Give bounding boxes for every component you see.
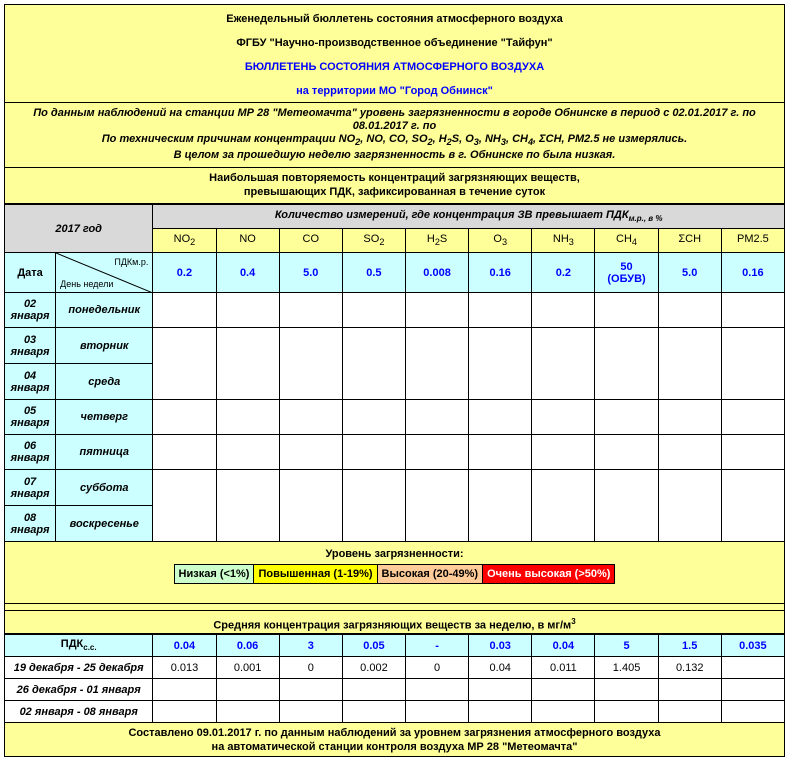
legend-title: Уровень загрязненности: bbox=[325, 548, 464, 560]
period-value: 0.011 bbox=[532, 657, 595, 679]
header-line3: БЮЛЛЕТЕНЬ СОСТОЯНИЯ АТМОСФЕРНОГО ВОЗДУХА bbox=[244, 61, 545, 73]
period-row bbox=[5, 657, 785, 679]
average-title: Средняя концентрация загрязняющих веществ за неделю, в $мг/м^3$ bbox=[4, 611, 785, 634]
footer-line1: Составлено 09.01.2017 г. по данным наблюдений за уровнем загрязнения атмосферного воздуха bbox=[128, 727, 661, 739]
day-date: 07 января bbox=[5, 470, 56, 506]
legend-very-high: Очень высокая (>50%) bbox=[483, 565, 615, 584]
pollutant-header: $NH_3$ bbox=[532, 229, 595, 253]
pollutant-header: CO bbox=[279, 229, 342, 253]
pdk-ss-value: 3 bbox=[279, 635, 342, 657]
day-weekday: понедельник bbox=[56, 293, 153, 328]
day-row bbox=[5, 470, 785, 506]
period-row bbox=[5, 701, 785, 723]
pollutant-header: $SO_2$ bbox=[342, 229, 405, 253]
day-weekday: среда bbox=[56, 364, 153, 400]
legend-low: Низкая (<1%) bbox=[174, 565, 254, 584]
repeat-title: Наибольшая повторяемость концентраций загрязняющих веществ, превышающих ПДК, зафиксированная в течение суток bbox=[4, 168, 785, 204]
day-date: 02 января bbox=[5, 293, 56, 328]
bulletin bbox=[4, 4, 785, 757]
day-weekday: суббота bbox=[56, 470, 153, 506]
pollutant-header: $NO_2$ bbox=[153, 229, 216, 253]
year-label: 2017 год bbox=[5, 205, 153, 253]
period-row bbox=[5, 679, 785, 701]
day-date: 05 января bbox=[5, 400, 56, 435]
period-value: 0.04 bbox=[469, 657, 532, 679]
pollutant-header: NO bbox=[216, 229, 279, 253]
pdk-mr-label: ПДКм.р. bbox=[114, 257, 149, 267]
day-weekday: четверг bbox=[56, 400, 153, 435]
pdk-ss-value: 0.05 bbox=[342, 635, 405, 657]
period-value bbox=[721, 657, 784, 679]
pdk-value: 0.16 bbox=[721, 253, 784, 293]
footer bbox=[4, 723, 785, 757]
header-line2: ФГБУ "Научно-производственное объединение "Тайфун" bbox=[236, 37, 553, 49]
pdk-ss-value: 0.035 bbox=[721, 635, 784, 657]
legend-block bbox=[4, 542, 785, 604]
exceedance-table bbox=[4, 204, 785, 542]
pdk-value: 5.0 bbox=[279, 253, 342, 293]
day-date: 03 января bbox=[5, 328, 56, 364]
pollutant-header: $O_3$ bbox=[469, 229, 532, 253]
pdk-ss-value: 1.5 bbox=[658, 635, 721, 657]
pdk-value: 0.5 bbox=[342, 253, 405, 293]
period-value: 0.002 bbox=[342, 657, 405, 679]
date-label: Дата bbox=[5, 253, 56, 293]
pdk-value: 5.0 bbox=[658, 253, 721, 293]
average-table bbox=[4, 634, 785, 723]
day-row bbox=[5, 435, 785, 470]
header-line1: Еженедельный бюллетень состояния атмосферного воздуха bbox=[226, 13, 563, 25]
legend-elevated: Повышенная (1-19%) bbox=[254, 565, 377, 584]
pdk-ss-row bbox=[5, 635, 785, 657]
legend-high: Высокая (20-49%) bbox=[377, 565, 483, 584]
period-value: 0.001 bbox=[216, 657, 279, 679]
period-label: 26 декабря - 01 января bbox=[5, 679, 153, 701]
summary-block bbox=[4, 103, 785, 168]
pdk-value: 0.16 bbox=[469, 253, 532, 293]
day-date: 06 января bbox=[5, 435, 56, 470]
spacer-band bbox=[4, 604, 785, 611]
weekday-label: День недели bbox=[60, 279, 114, 289]
pdk-ss-value: 0.04 bbox=[532, 635, 595, 657]
day-weekday: вторник bbox=[56, 328, 153, 364]
pdk-value: 0.008 bbox=[405, 253, 468, 293]
pollutant-header: PM2.5 bbox=[721, 229, 784, 253]
pdk-value: 0.2 bbox=[153, 253, 216, 293]
period-value: 0.013 bbox=[153, 657, 216, 679]
day-date: 04 января bbox=[5, 364, 56, 400]
period-value: 0 bbox=[279, 657, 342, 679]
pdk-ss-value: 0.06 bbox=[216, 635, 279, 657]
summary-line3: В целом за прошедшую неделю загрязненность в г. Обнинске по была низкая. bbox=[173, 149, 616, 162]
pdk-ss-value: 0.03 bbox=[469, 635, 532, 657]
pdk-ss-value: 5 bbox=[595, 635, 658, 657]
pdk-value: 0.2 bbox=[532, 253, 595, 293]
pdk-row bbox=[5, 253, 785, 293]
period-value: 0 bbox=[406, 657, 469, 679]
day-row bbox=[5, 400, 785, 435]
pollutant-header: ΣCH bbox=[658, 229, 721, 253]
header-line4: на территории МО "Город Обнинск" bbox=[296, 85, 493, 97]
day-date: 08 января bbox=[5, 506, 56, 542]
pollutant-header: $H_2S$ bbox=[405, 229, 468, 253]
summary-line1: По данным наблюдений на станции МР 28 "Метеомачта" уровень загрязненности в городе Обнинске в период с 02.01.2017 г. по 08.01.2017 г. по bbox=[33, 107, 756, 132]
period-value: 0.132 bbox=[658, 657, 721, 679]
footer-line2: на автоматической станции контроля воздуха МР 28 "Метеомачта" bbox=[211, 741, 578, 753]
measure-title: Количество измерений, где концентрация ЗВ превышает $ПДК_{м.р., в \%}$ bbox=[153, 205, 785, 229]
pollutant-header: $CH_4$ bbox=[595, 229, 658, 253]
pdk-weekday-diagonal bbox=[56, 253, 153, 293]
period-value: 1.405 bbox=[595, 657, 658, 679]
day-row bbox=[5, 328, 785, 364]
legend-table bbox=[174, 564, 616, 584]
day-weekday: пятница bbox=[56, 435, 153, 470]
day-weekday: воскресенье bbox=[56, 506, 153, 542]
pdk-value: 0.4 bbox=[216, 253, 279, 293]
pdk-value-ch4: 50 (ОБУВ) bbox=[595, 253, 658, 293]
pdk-ss-value: 0.04 bbox=[153, 635, 216, 657]
period-label: 02 января - 08 января bbox=[5, 701, 153, 723]
pdk-ss-label: $ПДК_{с.с.}$ bbox=[5, 635, 153, 657]
pdk-ss-value: - bbox=[406, 635, 469, 657]
bulletin-header bbox=[4, 4, 785, 103]
day-row bbox=[5, 293, 785, 328]
period-label: 19 декабря - 25 декабря bbox=[5, 657, 153, 679]
summary-line2: По техническим причинам концентрации $NO_2$, NO, CO, $SO_2$, $H_2S$, $O_3$, $NH_3$, $CH_4$, ΣCH, PM2.5 не измерялись. bbox=[101, 133, 688, 148]
